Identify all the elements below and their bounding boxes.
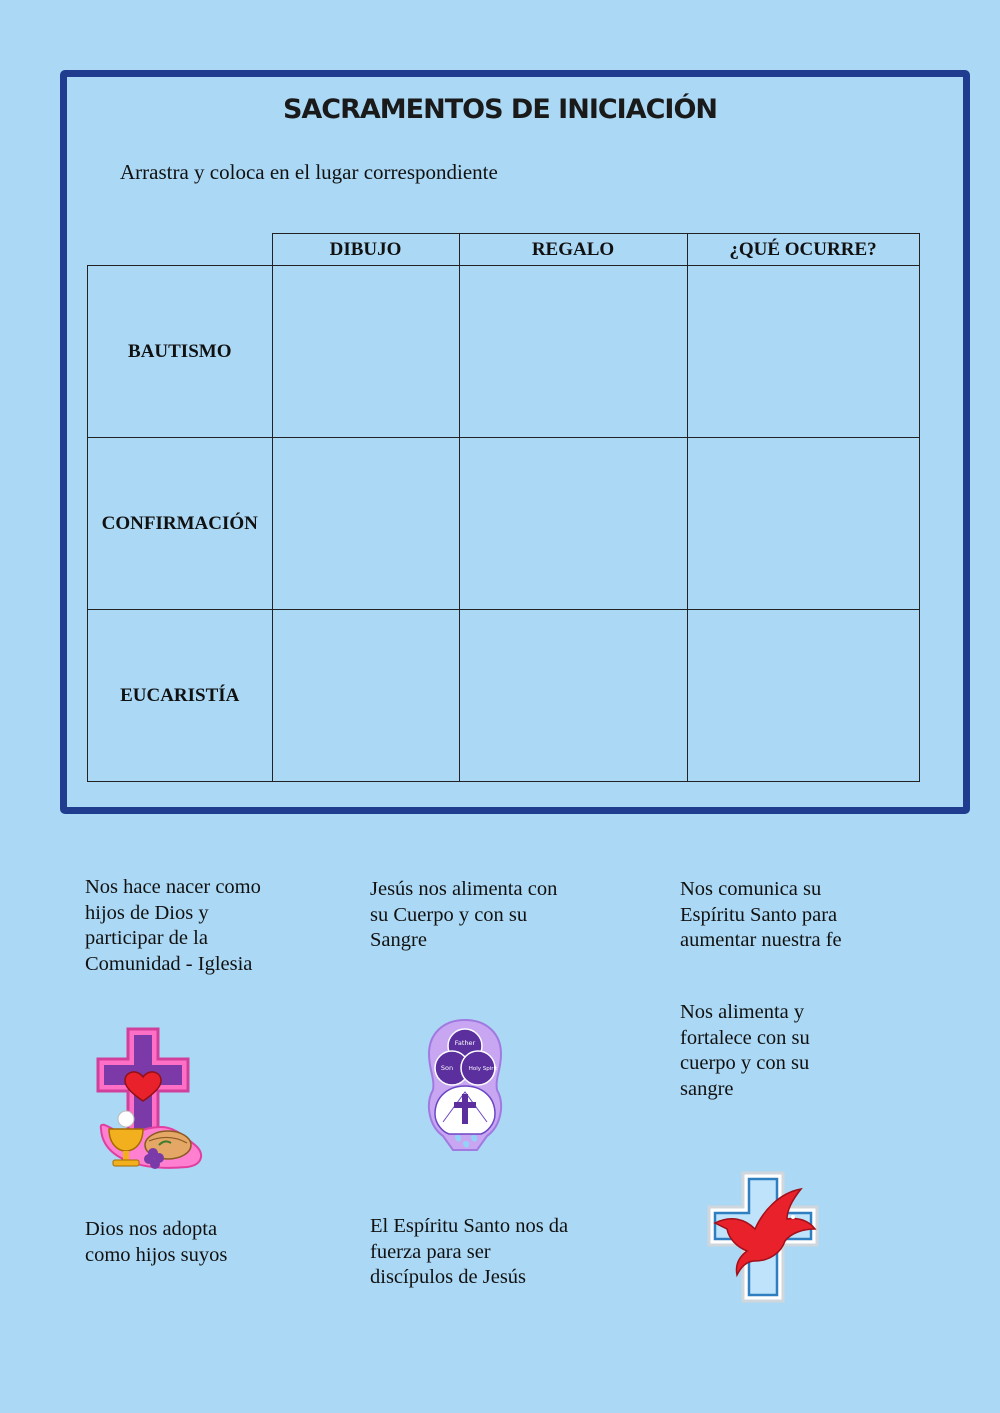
- drop-zone-confirmacion-regalo[interactable]: [459, 438, 687, 610]
- draggable-card-bautismo-regalo[interactable]: Dios nos adopta como hijos suyos: [85, 1218, 228, 1266]
- drop-zone-eucaristia-dibujo[interactable]: [272, 610, 459, 782]
- sacraments-table: [87, 233, 920, 782]
- drop-zone-bautismo-que-ocurre[interactable]: [687, 266, 919, 438]
- confirmation-dove-cross-icon[interactable]: [705, 1165, 823, 1307]
- draggable-card-eucaristia-regalo[interactable]: Jesús nos alimenta con su Cuerpo y con su Sangre: [370, 878, 558, 951]
- trinity-label-holy-spirit: Holy Spirit: [468, 1066, 498, 1072]
- drop-zone-bautismo-dibujo[interactable]: [272, 266, 459, 438]
- instructions-text: Arrastra y coloca en el lugar correspondiente: [120, 160, 498, 184]
- header-regalo: REGALO: [459, 234, 687, 266]
- table-corner: [88, 234, 273, 266]
- draggable-card-confirmacion-ocurre[interactable]: El Espíritu Santo nos da fuerza para ser discípulos de Jesús: [370, 1215, 569, 1288]
- drop-zone-eucaristia-que-ocurre[interactable]: [687, 610, 919, 782]
- draggable-card-eucaristia-ocurre[interactable]: Nos alimenta y fortalece con su cuerpo y con su sangre: [680, 1001, 810, 1100]
- drop-zone-bautismo-regalo[interactable]: [459, 266, 687, 438]
- header-que-ocurre: ¿QUÉ OCURRE?: [687, 234, 919, 266]
- drop-zone-confirmacion-dibujo[interactable]: [272, 438, 459, 610]
- header-dibujo: DIBUJO: [272, 234, 459, 266]
- drop-zone-eucaristia-regalo[interactable]: [459, 610, 687, 782]
- draggable-card-bautismo-ocurre[interactable]: Nos hace nacer como hijos de Dios y participar de la Comunidad - Iglesia: [85, 876, 261, 975]
- row-label-bautismo: BAUTISMO: [88, 266, 273, 438]
- eucharist-cross-chalice-icon[interactable]: [93, 1025, 205, 1173]
- drop-zone-confirmacion-que-ocurre[interactable]: [687, 438, 919, 610]
- row-label-confirmacion: CONFIRMACIÓN: [88, 438, 273, 610]
- row-label-eucaristia: EUCARISTÍA: [88, 610, 273, 782]
- baptism-trinity-shell-icon[interactable]: [425, 1018, 505, 1156]
- trinity-label-father: Father: [454, 1039, 476, 1047]
- page-title: SACRAMENTOS DE INICIACIÓN: [282, 94, 718, 125]
- draggable-card-confirmacion-regalo[interactable]: Nos comunica su Espíritu Santo para aumentar nuestra fe: [680, 878, 842, 951]
- trinity-label-son: Son: [440, 1064, 454, 1072]
